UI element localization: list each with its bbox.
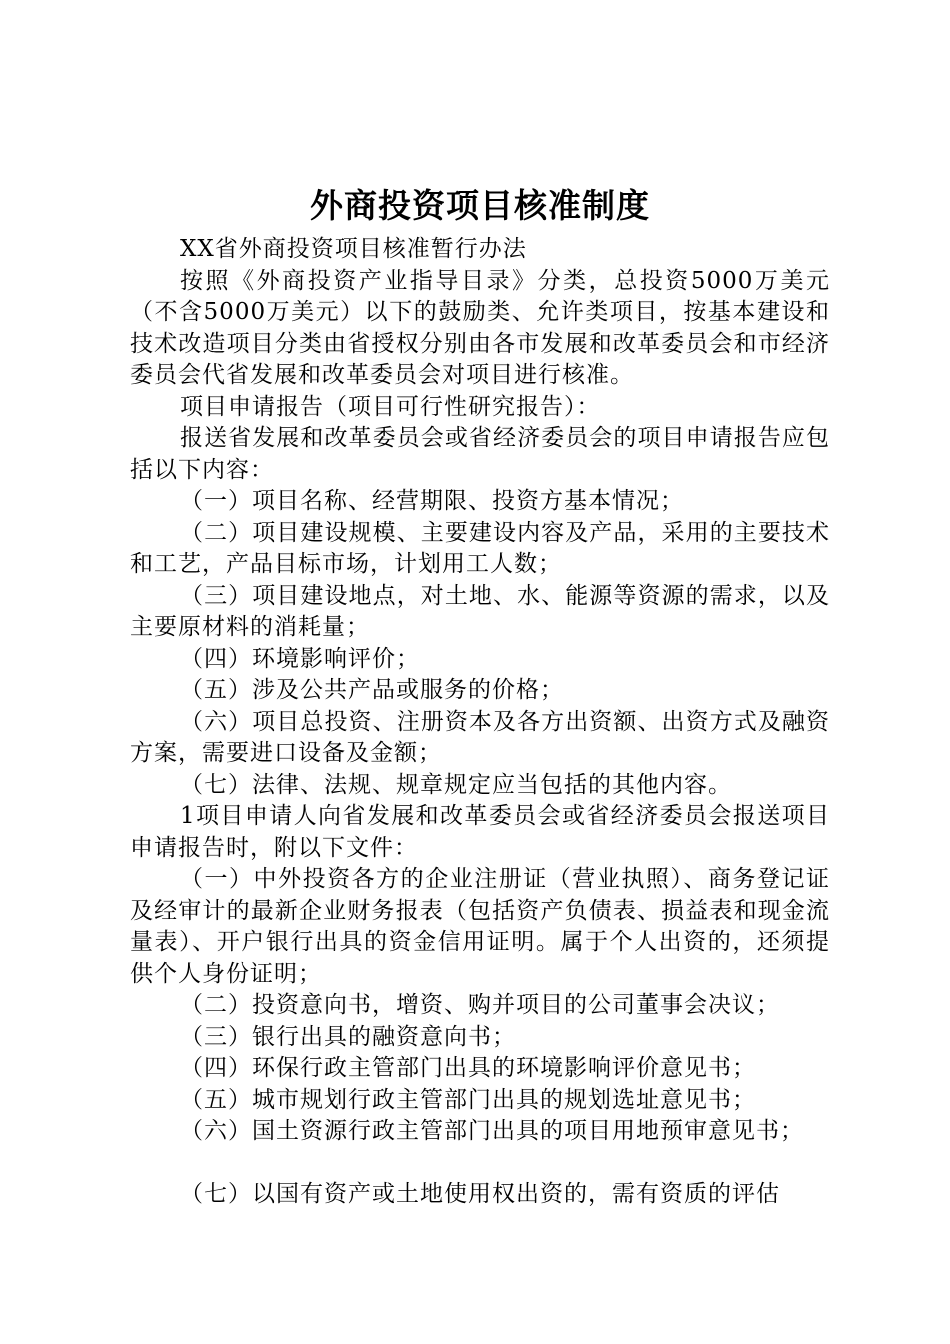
list-item-content-6: （六）项目总投资、注册资本及各方出资额、出资方式及融资方案，需要进口设备及金额； xyxy=(130,708,830,766)
paragraph-regulation-name: XX省外商投资项目核准暂行办法 xyxy=(180,236,527,262)
list-item-attachment-7: （七）以国有资产或土地使用权出资的，需有资质的评估 xyxy=(180,1180,780,1207)
paragraph-report-heading: 项目申请报告（项目可行性研究报告）： xyxy=(180,393,601,420)
list-item-content-5: （五）涉及公共产品或服务的价格； xyxy=(180,677,564,703)
list-item-attachment-1: （一）中外投资各方的企业注册证（营业执照）、商务登记证及经审计的最新企业财务报表（包括资产负债表、损益表和现金流量表）、开户银行出具的资金信用证明。属于个人出资的，还须提供个人身份证明； xyxy=(130,866,830,987)
list-item-attachment-3: （三）银行出具的融资意向书； xyxy=(180,1023,516,1050)
document-title: 外商投资项目核准制度 xyxy=(310,186,650,225)
document-page xyxy=(130,178,830,1210)
list-item-attachment-6: （六）国土资源行政主管部门出具的项目用地预审意见书； xyxy=(180,1118,804,1144)
list-item-attachment-4: （四）环保行政主管部门出具的环境影响评价意见书； xyxy=(180,1055,756,1081)
paragraph-report-contents-intro: 报送省发展和改革委员会或省经济委员会的项目申请报告应包括以下内容： xyxy=(130,425,830,483)
list-item-attachment-2: （二）投资意向书，增资、购并项目的公司董事会决议； xyxy=(180,992,780,1018)
list-item-content-7: （七）法律、法规、规章规定应当包括的其他内容。 xyxy=(180,771,732,798)
list-item-content-1: （一）项目名称、经营期限、投资方基本情况； xyxy=(180,488,684,514)
paragraph-classification: 按照《外商投资产业指导目录》分类，总投资5000万美元（不含5000万美元）以下的鼓励类、允许类项目，按基本建设和技术改造项目分类由省授权分别由各市发展和改革委员会和市经济委员会代省发展和改革委员会对项目进行核准。 xyxy=(130,267,830,388)
list-item-content-2: （二）项目建设规模、主要建设内容及产品，采用的主要技术和工艺，产品目标市场，计划用工人数； xyxy=(130,519,830,577)
list-item-content-3: （三）项目建设地点，对土地、水、能源等资源的需求，以及主要原材料的消耗量； xyxy=(130,582,830,640)
list-item-attachment-5: （五）城市规划行政主管部门出具的规划选址意见书； xyxy=(180,1086,756,1113)
paragraph-attachments-intro: 1项目申请人向省发展和改革委员会或省经济委员会报送项目申请报告时，附以下文件： xyxy=(130,803,830,861)
list-item-content-4: （四）环境影响评价； xyxy=(180,645,420,672)
